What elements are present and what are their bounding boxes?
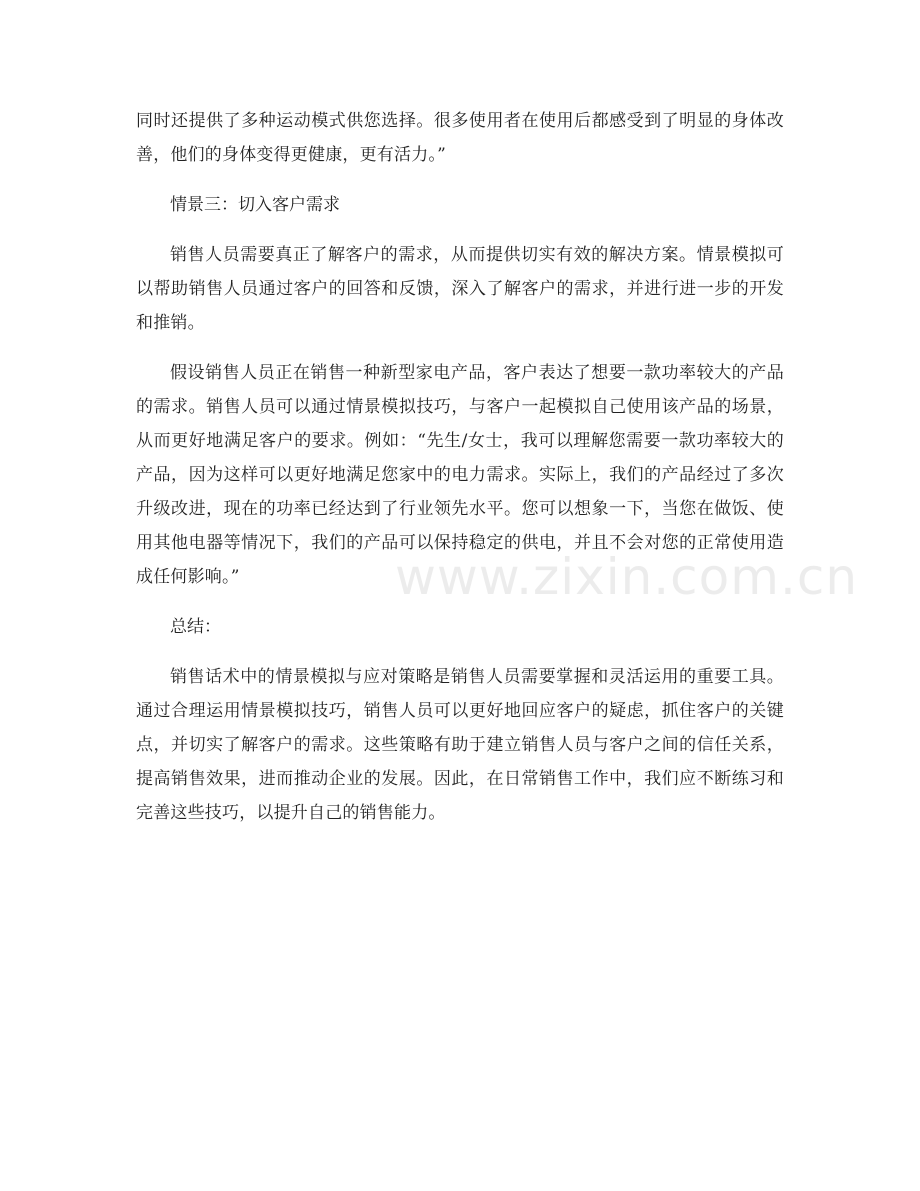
paragraph-summary: 销售话术中的情景模拟与应对策略是销售人员需要掌握和灵活运用的重要工具。通过合理运用情景模拟技巧，销售人员可以更好地回应客户的疑虑，抓住客户的关键点，并切实了解客户的需求。这些策略有助于建立销售人员与客户之间的信任关系，提高销售效果，进而推动企业的发展。因此，在日常销售工作中，我们应不断练习和完善这些技巧，以提升自己的销售能力。 bbox=[136, 667, 784, 823]
section-heading-summary: 总结： bbox=[170, 617, 221, 637]
section-heading-scenario-three: 情景三：切入客户需求 bbox=[170, 195, 340, 215]
watermark: www.zixin.com.cn bbox=[395, 548, 859, 606]
document-body bbox=[136, 104, 784, 846]
paragraph-continuation: 同时还提供了多种运动模式供您选择。很多使用者在使用后都感受到了明显的身体改善，他们的身体变得更健康，更有活力。” bbox=[136, 111, 784, 165]
paragraph-appliance-example: 假设销售人员正在销售一种新型家电产品，客户表达了想要一款功率较大的产品的需求。销售人员可以通过情景模拟技巧，与客户一起模拟自己使用该产品的场景，从而更好地满足客户的要求。例如：“先生/女士，我可以理解您需要一款功率较大的产品，因为这样可以更好地满足您家中的电力需求。实际上，我们的产品经过了多次升级改进，现在的功率已经达到了行业领先水平。您可以想象一下，当您在做饭、使用其他电器等情况下，我们的产品可以保持稳定的供电，并且不会对您的正常使用造成任何影响。” bbox=[136, 363, 784, 587]
paragraph-customer-needs: 销售人员需要真正了解客户的需求，从而提供切实有效的解决方案。情景模拟可以帮助销售人员通过客户的回答和反馈，深入了解客户的需求，并进行进一步的开发和推销。 bbox=[136, 245, 784, 333]
